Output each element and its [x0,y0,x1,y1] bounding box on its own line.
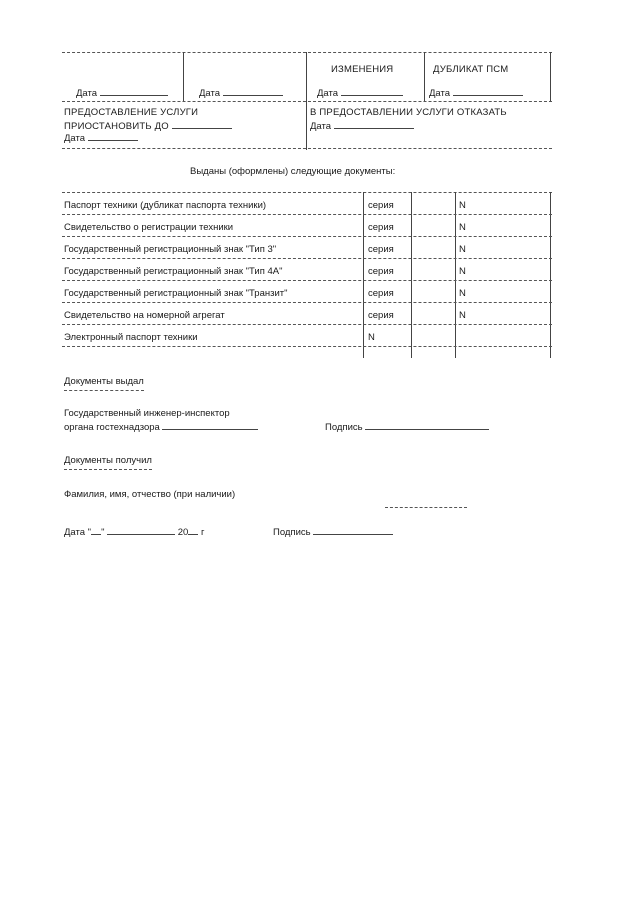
document-number: N [459,310,466,321]
izmeneniya-label: ИЗМЕНЕНИЯ [331,64,394,75]
divider-4 [550,52,551,102]
date-field-1[interactable] [76,86,168,99]
top-rule [62,52,552,53]
document-number: N [459,266,466,277]
received-by-underline [64,469,152,470]
document-series: серия [368,244,394,255]
document-number: N [459,288,466,299]
date-label: Дата [199,88,221,99]
divider-1 [183,52,184,102]
document-series: серия [368,200,394,211]
inspector-line-2[interactable]: органа гостехнадзора [64,420,258,433]
date-label: Дата [76,88,98,99]
document-series: серия [368,222,394,233]
inspector-line-1: Государственный инженер-инспектор [64,408,230,419]
document-name: Свидетельство на номерной агрегат [64,310,225,321]
row-rule [62,346,552,347]
issued-by-label: Документы выдал [64,376,144,387]
table-col-2 [411,192,412,358]
document-number: N [459,222,466,233]
row-rule [62,280,552,281]
document-series: серия [368,288,394,299]
document-name: Паспорт техники (дубликат паспорта техники) [64,200,267,211]
row-rule [62,236,552,237]
otkazat-label: В ПРЕДОСТАВЛЕНИИ УСЛУГИ ОТКАЗАТЬ [310,107,507,118]
document-number: N [368,332,375,343]
priostanovit-line-2[interactable]: ПРИОСТАНОВИТЬ ДО [64,119,232,132]
bottom-date[interactable]: Дата " " 20 г [64,527,205,538]
bottom-rule [62,148,552,149]
priostanovit-line-1: ПРЕДОСТАВЛЕНИЕ УСЛУГИ [64,107,199,118]
mid-rule [62,101,552,102]
table-col-1 [363,192,364,358]
fio-underline [385,507,467,508]
table-col-3 [455,192,456,358]
date-field-3[interactable] [317,86,403,99]
priostanovit-date[interactable]: Дата [64,131,138,144]
divider-3 [424,52,425,102]
date-field-2[interactable] [199,86,283,99]
received-by-label: Документы получил [64,455,152,466]
document-series: серия [368,266,394,277]
issued-heading: Выданы (оформлены) следующие документы: [190,166,396,177]
otkazat-date[interactable]: Дата [310,119,414,132]
document-name: Государственный регистрационный знак "Тип 4А" [64,266,283,277]
row-rule [62,324,552,325]
bottom-signature[interactable]: Подпись [273,525,393,538]
document-number: N [459,244,466,255]
date-field-4[interactable] [429,86,523,99]
inspector-signature[interactable]: Подпись [325,420,489,433]
document-name: Электронный паспорт техники [64,332,198,343]
document-name: Государственный регистрационный знак "Тип 3" [64,244,277,255]
document-number: N [459,200,466,211]
row-rule [62,258,552,259]
table-col-4 [550,192,551,358]
row-rule [62,302,552,303]
issued-by-underline [64,390,144,391]
date-label: Дата [317,88,339,99]
table-top-rule [62,192,552,193]
fio-label: Фамилия, имя, отчество (при наличии) [64,489,236,500]
document-name: Государственный регистрационный знак "Транзит" [64,288,288,299]
row-rule [62,214,552,215]
document-series: серия [368,310,394,321]
document-name: Свидетельство о регистрации техники [64,222,234,233]
date-label: Дата [429,88,451,99]
dublikat-label: ДУБЛИКАТ ПСМ [433,64,509,75]
